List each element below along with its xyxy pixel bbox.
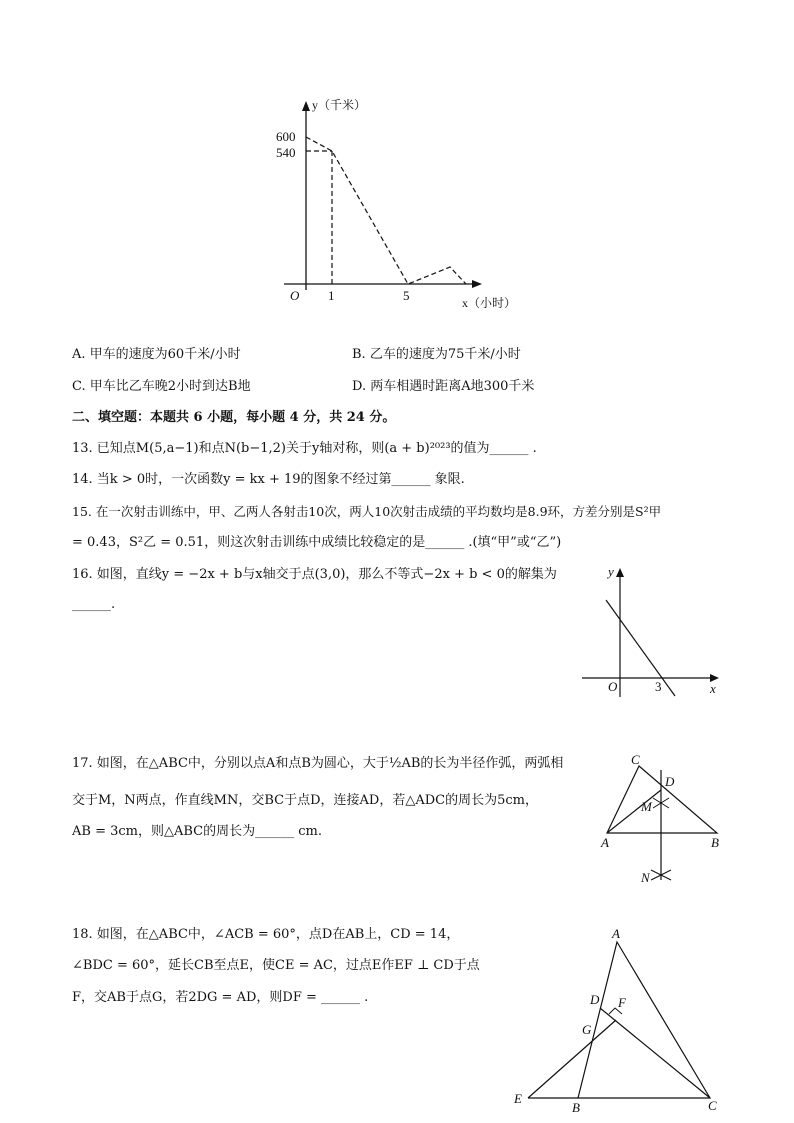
triangle-abc-figure-18 xyxy=(508,922,734,1117)
question-16-line1: 16. 如图，直线y = −2x + b与x轴交于点(3,0)，那么不等式−2x + b < 0的解集为 xyxy=(72,567,557,582)
segment-cd xyxy=(600,1008,710,1098)
question-15-line1: 15. 在一次射击训练中，甲、乙两人各射击10次，两人10次射击成绩的平均数均是8.9环，方差分别是S²甲 xyxy=(72,504,662,519)
label-a: A xyxy=(601,835,609,850)
origin-label: O xyxy=(290,288,300,303)
option-a: A. 甲车的速度为60千米/小时 xyxy=(72,347,241,362)
option-b: B. 乙车的速度为75千米/小时 xyxy=(352,347,521,362)
label-a: A xyxy=(612,926,620,941)
label-b: B xyxy=(572,1100,580,1115)
question-16-line2: ______. xyxy=(72,597,116,612)
x-axis-arrow xyxy=(472,280,482,288)
question-15-line2: = 0.43，S²乙 = 0.51，则这次射击训练中成绩比较稳定的是______ .(填“甲”或“乙”) xyxy=(72,535,562,550)
question-18-line2: ∠BDC = 60°，延长CB至点E，使CE = AC，过点E作EF ⊥ CD于点 xyxy=(72,958,480,973)
label-d: D xyxy=(590,992,600,1007)
y-axis-label: y（千米） xyxy=(312,98,367,112)
label-b: B xyxy=(711,835,719,850)
y-axis-arrow xyxy=(302,101,310,111)
x-tick-3: 3 xyxy=(655,679,662,694)
question-17-line2: 交于M，N两点，作直线MN，交BC于点D，连接AD，若△ADC的周长为5cm， xyxy=(72,793,538,808)
label-g: G xyxy=(582,1022,592,1037)
graph-line-car-a xyxy=(306,137,466,284)
x-axis-label: x xyxy=(710,681,716,696)
question-18-line3: F，交AB于点G，若2DG = AD，则DF = ______ . xyxy=(72,990,369,1005)
label-c: C xyxy=(708,1098,717,1113)
question-13: 13. 已知点M(5,a−1)和点N(b−1,2)关于y轴对称，则(a + b)²⁰²³的值为______ . xyxy=(72,441,537,456)
y-tick-540: 540 xyxy=(276,145,296,160)
x-axis-label: x（小时） xyxy=(462,296,517,310)
option-d: D. 两车相遇时距离A地300千米 xyxy=(352,379,535,394)
triangle-abc xyxy=(607,766,717,833)
y-axis-arrow xyxy=(616,568,624,577)
label-d: D xyxy=(665,774,675,789)
y-axis-label: y xyxy=(608,564,614,579)
question-17-line3: AB = 3cm，则△ABC的周长为______ cm. xyxy=(72,824,322,839)
question-14: 14. 当k > 0时，一次函数y = kx + 19的图象不经过第______ 象限. xyxy=(72,472,465,487)
question-18-line1: 18. 如图，在△ABC中，∠ACB = 60°，点D在AB上，CD = 14， xyxy=(72,927,460,942)
label-c: C xyxy=(631,752,640,767)
y-tick-600: 600 xyxy=(276,129,296,144)
origin-label: O xyxy=(608,679,618,694)
option-c: C. 甲车比乙车晚2小时到达B地 xyxy=(72,379,251,394)
label-m: M xyxy=(641,799,652,814)
x-tick-5: 5 xyxy=(403,288,410,303)
triangle-abc xyxy=(578,942,710,1098)
segment-ad xyxy=(607,790,661,833)
x-tick-1: 1 xyxy=(328,288,335,303)
linear-function-graph xyxy=(578,562,728,702)
question-17-line1: 17. 如图，在△ABC中，分别以点A和点B为圆心，大于½AB的长为半径作弧，两弧相 xyxy=(72,756,564,771)
section-title: 二、填空题：本题共 6 小题，每小题 4 分，共 24 分。 xyxy=(72,410,396,425)
label-f: F xyxy=(618,995,626,1010)
triangle-abc-figure-17 xyxy=(595,748,730,888)
distance-time-graph xyxy=(270,95,540,320)
label-n: N xyxy=(641,870,650,885)
segment-ef xyxy=(528,1020,616,1098)
label-e: E xyxy=(514,1091,522,1106)
